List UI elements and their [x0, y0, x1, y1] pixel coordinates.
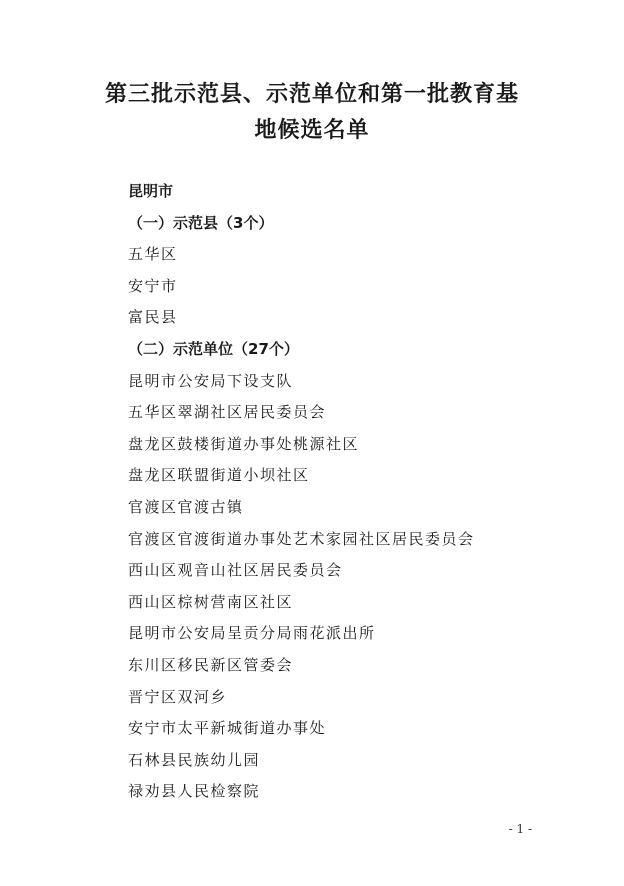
list-item: 石林县民族幼儿园 — [128, 750, 261, 769]
list-item: 安宁市 — [128, 276, 178, 295]
list-item: 安宁市太平新城街道办事处 — [128, 719, 327, 738]
title-line-1: 第三批示范县、示范单位和第一批教育基 — [104, 81, 519, 107]
page-number: - 1 - — [508, 822, 532, 836]
section-heading-units: （二）示范单位（27个） — [128, 339, 299, 358]
section-heading-counties: （一）示范县（3个） — [128, 213, 274, 232]
list-item: 西山区观音山社区居民委员会 — [128, 561, 343, 580]
city-heading: 昆明市 — [128, 182, 174, 200]
list-item: 官渡区官渡古镇 — [128, 497, 244, 516]
list-item: 昆明市公安局下设支队 — [128, 371, 294, 390]
title-line-2: 地候选名单 — [254, 117, 370, 143]
document-title — [0, 76, 624, 148]
list-item: 盘龙区鼓楼街道办事处桃源社区 — [128, 434, 360, 453]
list-item: 西山区棕树营南区社区 — [128, 592, 294, 611]
list-item: 东川区移民新区管委会 — [128, 655, 294, 674]
list-item: 五华区翠湖社区居民委员会 — [128, 403, 327, 422]
list-item: 昆明市公安局呈贡分局雨花派出所 — [128, 624, 376, 643]
candidate-list — [128, 176, 598, 808]
list-item: 官渡区官渡街道办事处艺术家园社区居民委员会 — [128, 529, 475, 548]
list-item: 盘龙区联盟街道小坝社区 — [128, 466, 310, 485]
list-item: 五华区 — [128, 245, 178, 264]
list-item: 禄劝县人民检察院 — [128, 782, 261, 801]
list-item: 晋宁区双河乡 — [128, 687, 228, 706]
list-item: 富民县 — [128, 308, 178, 327]
